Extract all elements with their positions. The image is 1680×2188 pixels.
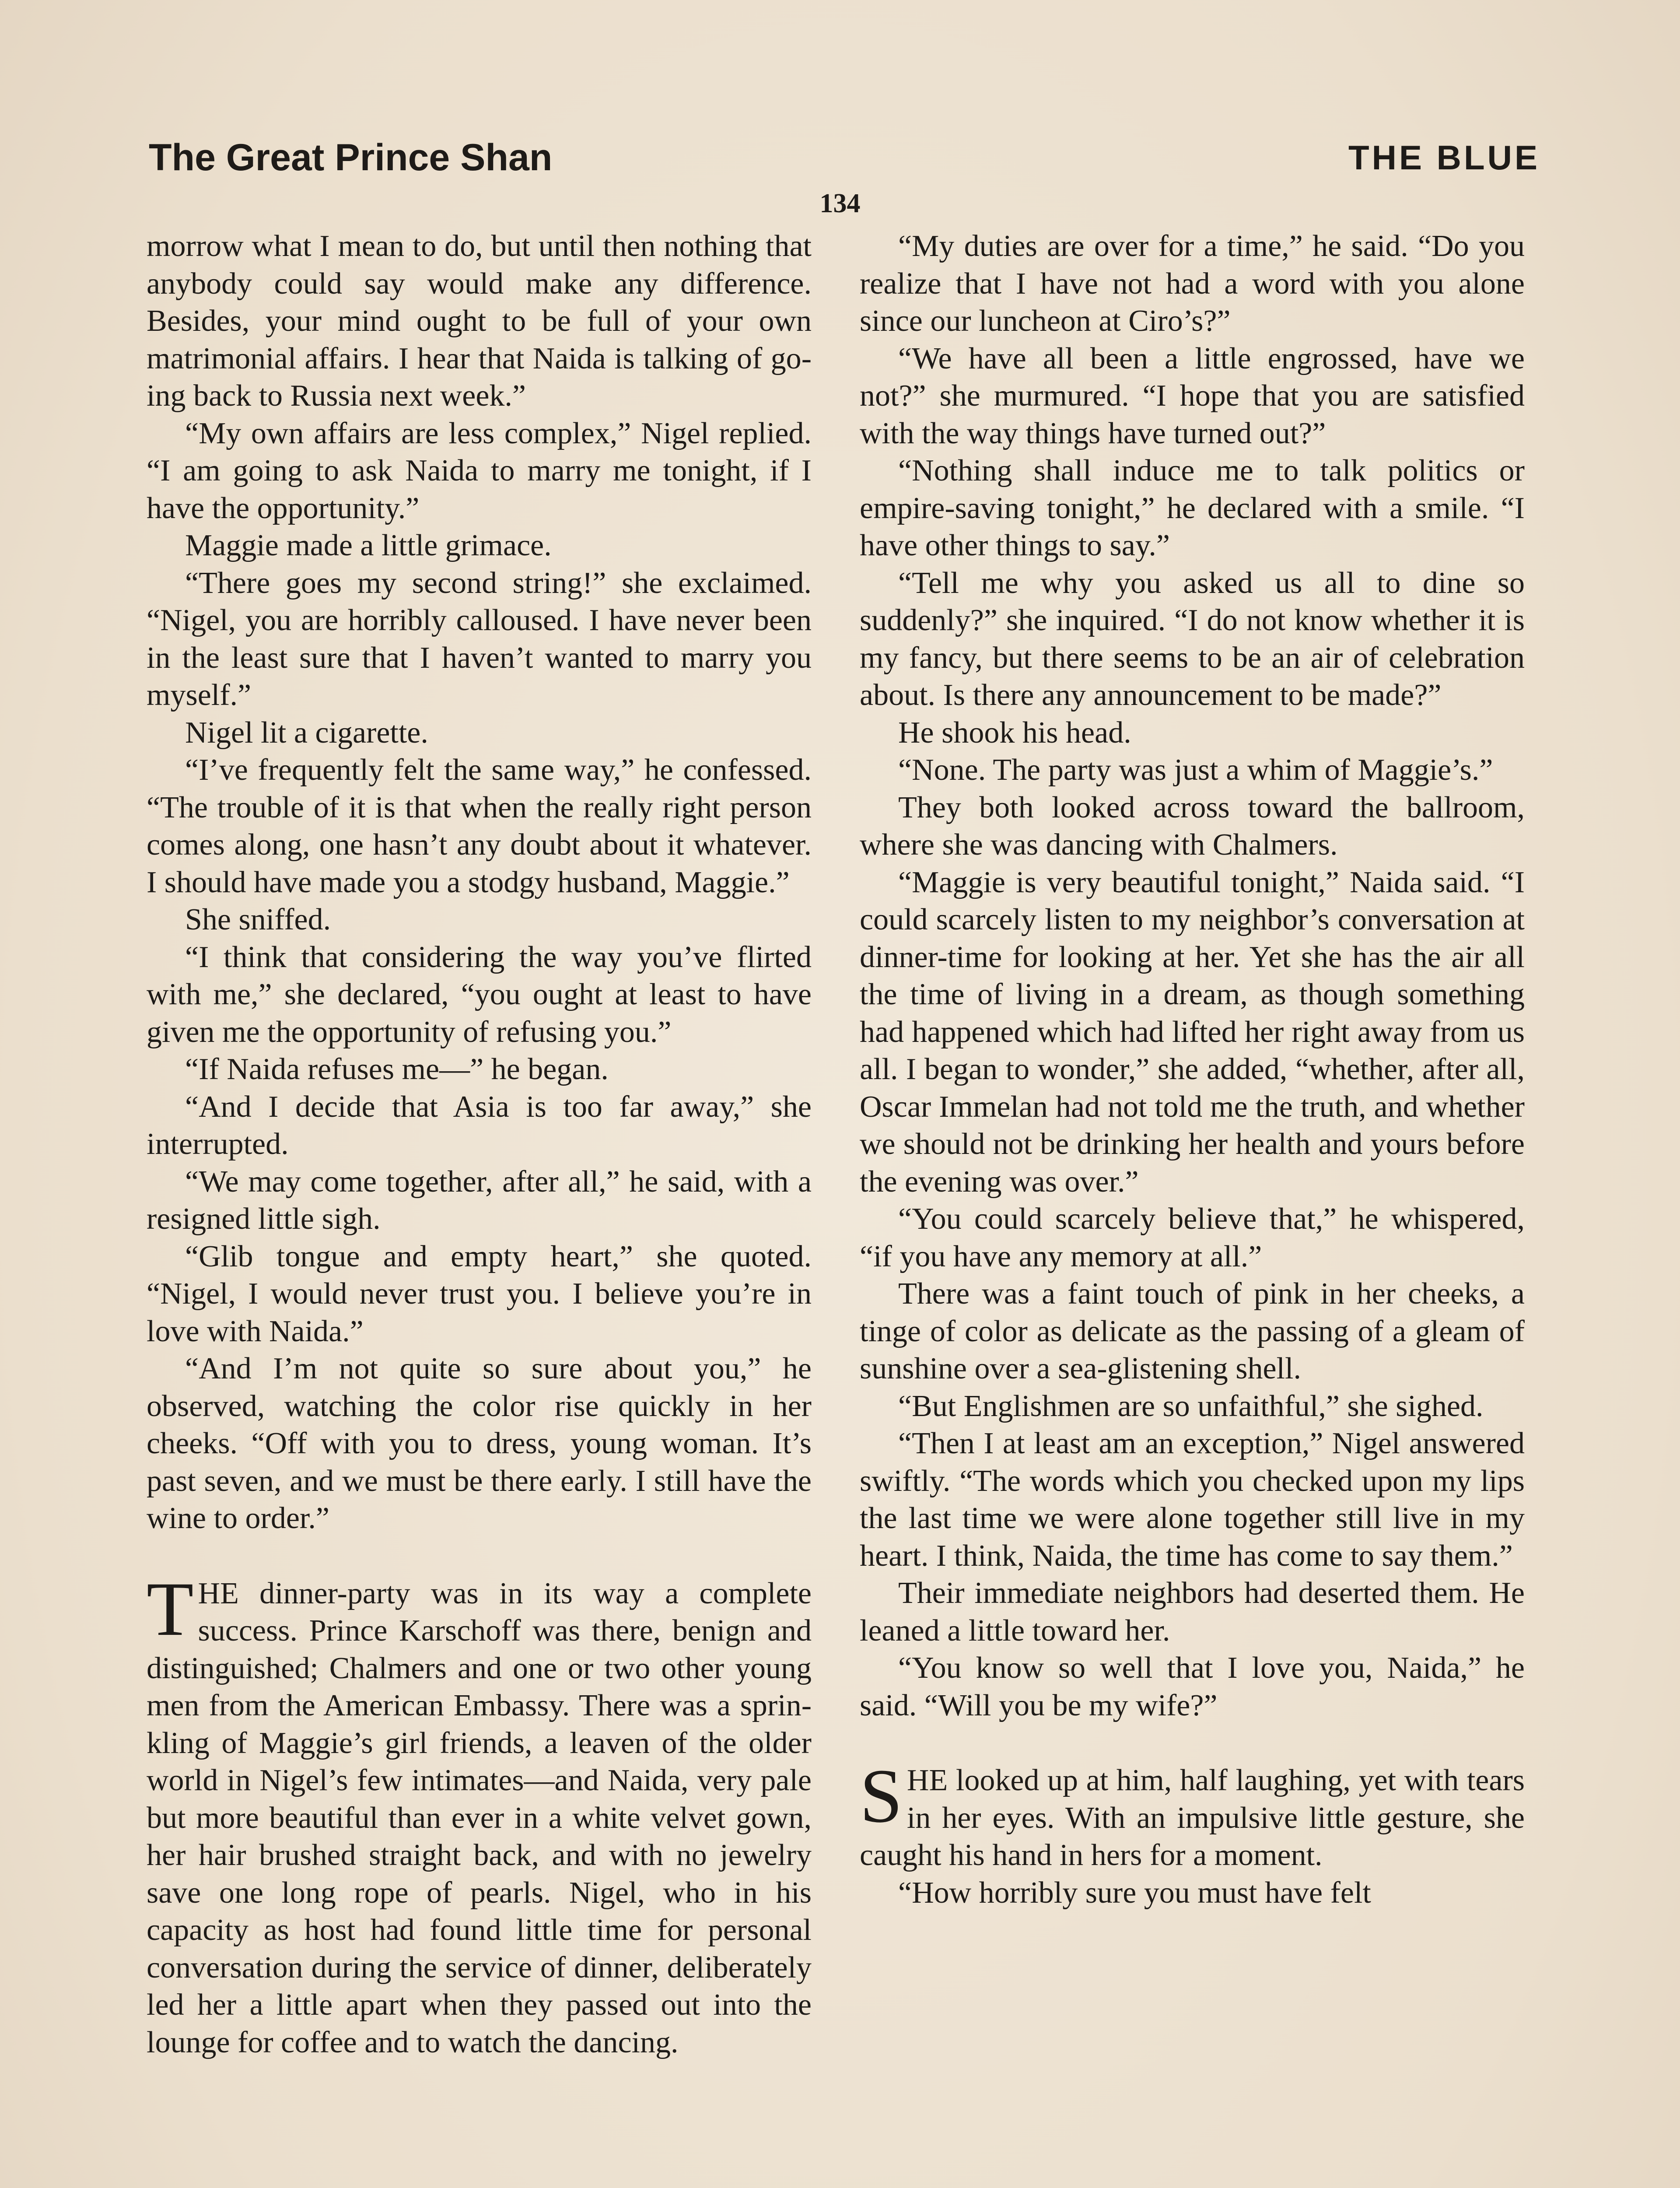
paragraph-text: “We have all been a little engrossed, have we not?” she murmured. “I hope that you are satisfied with the way things have turned out?” — [860, 341, 1525, 450]
section-opening-paragraph — [860, 1753, 1525, 1874]
paragraph-text: Maggie made a little grimace. — [185, 529, 552, 562]
paragraph-text: “None. The party was just a whim of Maggie’s.” — [898, 753, 1493, 787]
paragraph — [860, 1200, 1525, 1275]
paragraph-text: He shook his head. — [898, 715, 1131, 750]
paragraph-text: They both looked across toward the ballroom, where she was dancing with Chalmers. — [860, 790, 1525, 862]
paragraph — [860, 789, 1525, 864]
paragraph — [860, 1425, 1525, 1574]
paragraph-text: There was a faint touch of pink in her cheeks, a tinge of color as delicate as the passing of a gleam of sunshine over a sea-glistening shell. — [860, 1277, 1525, 1385]
paragraph-text: “Maggie is very beautiful tonight,” Naida said. “I could scarcely listen to my neighbor’s conversation at dinner-time for looking at her. Yet she has the air all the time of living in a dream, as though something had happened which had lifted her right away from us all. I began to wonder,” she added, “whether, after all, Oscar Immelan had not told me the truth, and whether we should not be drinking her health and yours before the evening was over.” — [860, 865, 1525, 1199]
left-column — [147, 228, 812, 2061]
paragraph-text: “There goes my second string!” she exclaimed. “Nigel, you are horribly calloused. I have never been in the least sure that I haven’t wanted to marry you myself.” — [147, 566, 812, 712]
paragraph — [147, 1163, 812, 1238]
paragraph-text: “And I decide that Asia is too far away,” she interrupted. — [147, 1090, 812, 1161]
paragraph-text: “My own affairs are less complex,” Nigel replied. “I am going to ask Naida to marry me tonight, if I have the opportunity.” — [147, 416, 812, 525]
paragraph-text: “I’ve frequently felt the same way,” he confessed. “The trouble of it is that when the really right person comes along, one hasn’t any doubt about it whatever. I should have made you a stodgy husband, Maggie.” — [147, 753, 812, 899]
paragraph — [147, 415, 812, 527]
paragraph-text: “You know so well that I love you, Naida,” he said. “Will you be my wife?” — [860, 1651, 1525, 1722]
paragraph — [860, 565, 1525, 714]
paragraph — [860, 452, 1525, 565]
paragraph — [147, 1350, 812, 1537]
paragraph-text: “And I’m not quite so sure about you,” he observed, watching the color rise quickly in her cheeks. “Off with you to dress, young woman. It’s past seven, and we must be there early. I still have the wine to order.” — [147, 1352, 812, 1535]
paragraph — [147, 751, 812, 901]
paragraph-text: “We may come together, after all,” he said, with a resigned little sigh. — [147, 1164, 812, 1236]
paragraph — [860, 228, 1525, 340]
paragraph-text: morrow what I mean to do, but until then nothing that anybody could say would make any difference. Besides, your mind ought to be full of your own matrimonial affairs. I hear that Naida is talking of going back to Russia next week.” — [147, 229, 812, 413]
paragraph-text: “Then I at least am an exception,” Nigel answered swiftly. “The words which you checked upon my lips the last time we were alone together still live in my heart. I think, Naida, the time has come to say them.” — [860, 1427, 1525, 1573]
paragraph-text: HE dinner-party was in its way a complete success. Prince Karschoff was there, benign and distinguished; Chalmers and one or two other young men from the American Embassy. There was a sprinkling of Maggie’s girl friends, a leaven of the older world in Nigel’s few intimates—and Naida, very pale but more beautiful than ever in a white velvet gown, her hair brushed straight back, and with no jewelry save one long rope of pearls. Nigel, who in his capacity as host had found little time for personal conversation during the service of dinner, deliberately led her a little apart when they passed out into the lounge for coffee and to watch the dancing. — [147, 1576, 812, 2059]
paragraph-text: Nigel lit a cigarette. — [185, 715, 428, 750]
running-head — [149, 131, 1540, 184]
paragraph — [147, 714, 812, 752]
paragraph-text: HE looked up at him, half laughing, yet with tears in her eyes. With an impulsive little gesture, she caught his hand in hers for a moment. — [860, 1764, 1525, 1872]
paragraph — [147, 1238, 812, 1350]
right-column — [860, 228, 1525, 1911]
paragraph-text: “If Naida refuses me—” he began. — [185, 1052, 609, 1086]
paragraph-text: “I think that considering the way you’ve flirted with me,” she declared, “you ought at least to have given me the opportunity of refusing you.” — [147, 940, 812, 1049]
paragraph — [147, 1051, 812, 1088]
paragraph — [860, 864, 1525, 1201]
paragraph-text: “Glib tongue and empty heart,” she quoted. “Nigel, I would never trust you. I believe you’re in love with Naida.” — [147, 1239, 812, 1348]
paragraph — [860, 1574, 1525, 1649]
paragraph — [860, 1275, 1525, 1388]
page-number: 134 — [819, 189, 861, 218]
paragraph — [860, 751, 1525, 789]
paragraph — [147, 1088, 812, 1163]
paragraph-text: “You could scarcely believe that,” he whispered, “if you have any memory at all.” — [860, 1202, 1525, 1273]
paragraph — [860, 1388, 1525, 1425]
section-opening-paragraph — [147, 1566, 812, 2062]
paragraph-text: “Tell me why you asked us all to dine so suddenly?” she inquired. “I do not know whether it is my fancy, but there seems to be an air of celebration about. Is there any announcement to be made?” — [860, 566, 1525, 712]
magazine-name: THE BLUE — [1348, 138, 1540, 177]
paragraph — [860, 1649, 1525, 1724]
paragraph-text: “But Englishmen are so unfaithful,” she sighed. — [898, 1389, 1484, 1423]
paragraph-text: Their immediate neighbors had deserted them. He leaned a little toward her. — [860, 1576, 1525, 1648]
story-title: The Great Prince Shan — [149, 137, 553, 179]
paragraph — [147, 901, 812, 939]
paragraph — [147, 565, 812, 714]
paragraph — [147, 228, 812, 415]
paragraph — [147, 939, 812, 1051]
paragraph — [860, 714, 1525, 752]
paragraph — [147, 527, 812, 565]
drop-cap: T — [147, 1566, 194, 1652]
paragraph — [860, 340, 1525, 452]
drop-cap: S — [860, 1753, 903, 1839]
paragraph-text: “My duties are over for a time,” he said. “Do you realize that I have not had a word with you alone since our luncheon at Ciro’s?” — [860, 229, 1525, 338]
paragraph-text: “Nothing shall induce me to talk politics or empire-saving tonight,” he declared with a smile. “I have other things to say.” — [860, 454, 1525, 562]
paragraph-text: She sniffed. — [185, 903, 331, 936]
paragraph-text: “How horribly sure you must have felt — [898, 1876, 1371, 1910]
paragraph — [860, 1874, 1525, 1912]
